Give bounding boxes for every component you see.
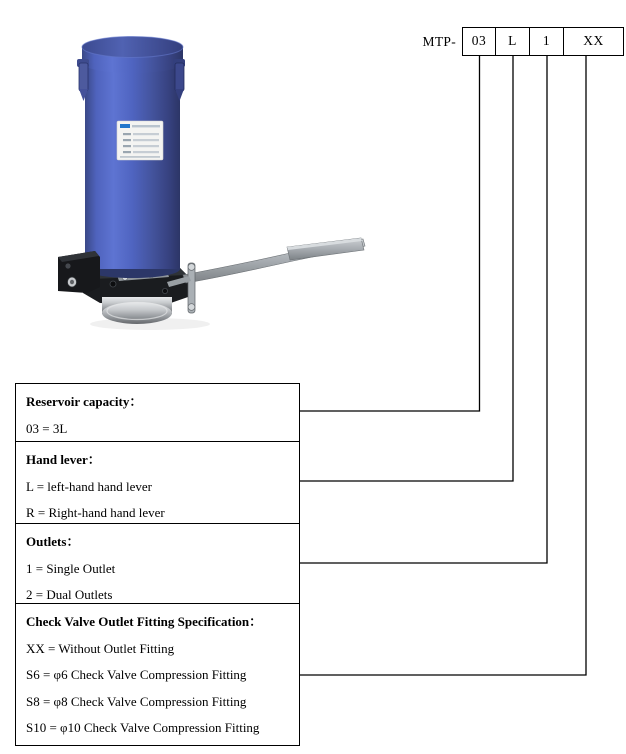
code-box-outlet-fitting: XX bbox=[563, 27, 624, 56]
product-label bbox=[117, 121, 163, 160]
hand-lever bbox=[183, 238, 365, 283]
section-item: L = left-hand hand lever bbox=[26, 478, 152, 494]
model-code-prefix: MTP- bbox=[422, 34, 456, 49]
product-photo bbox=[55, 35, 375, 335]
section-item: S6 = φ6 Check Valve Compression Fitting bbox=[26, 667, 247, 682]
section-item: 03 = 3L bbox=[26, 420, 68, 436]
code-box-hand-lever: L bbox=[495, 27, 530, 56]
section-item: 1 = Single Outlet bbox=[26, 560, 116, 576]
section-item: 2 = Dual Outlets bbox=[26, 587, 113, 602]
mounting-bracket bbox=[58, 251, 100, 293]
section-outlets bbox=[15, 523, 300, 604]
section-item: XX = Without Outlet Fitting bbox=[26, 640, 175, 656]
section-hand-lever bbox=[15, 441, 300, 524]
section-title: Outlets： bbox=[26, 534, 80, 549]
section-title: Reservoir capacity： bbox=[26, 394, 143, 409]
section-reservoir-capacity bbox=[15, 383, 300, 442]
section-check-valve-outlet-fitting bbox=[15, 603, 300, 746]
pump-base bbox=[102, 297, 172, 324]
code-box-reservoir-capacity: 03 bbox=[462, 27, 496, 56]
section-item: S10 = φ10 Check Valve Compression Fitting bbox=[26, 720, 260, 735]
section-title: Hand lever： bbox=[26, 452, 101, 467]
code-box-outlets: 1 bbox=[529, 27, 564, 56]
section-title: Check Valve Outlet Fitting Specification： bbox=[26, 614, 263, 629]
section-item: R = Right-hand hand lever bbox=[26, 505, 165, 520]
section-item: S8 = φ8 Check Valve Compression Fitting bbox=[26, 693, 247, 709]
